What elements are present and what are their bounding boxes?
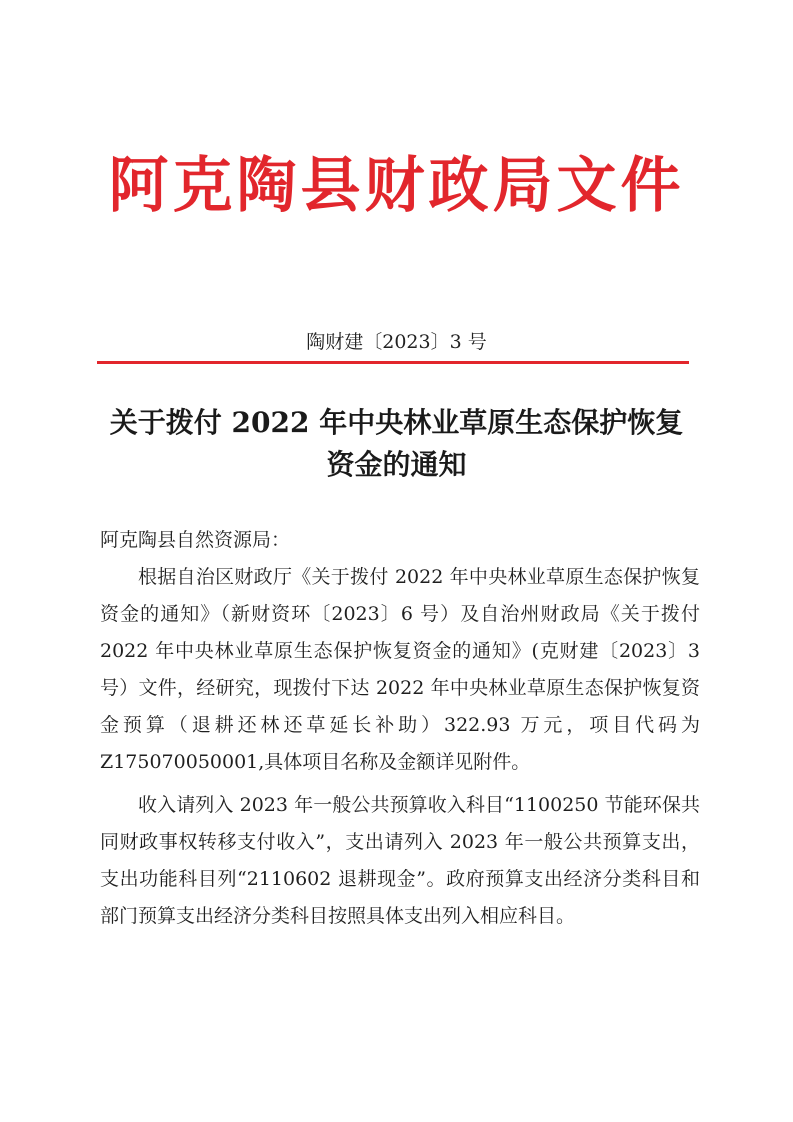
masthead-title: 阿克陶县财政局文件	[108, 151, 685, 221]
document-number: 陶财建〔2023〕3 号	[306, 331, 487, 353]
document-title-line-2: 资金的通知	[326, 448, 467, 481]
salutation: 阿克陶县自然资源局：	[100, 529, 291, 551]
document-body	[100, 522, 700, 935]
body-paragraph: 收入请列入 2023 年一般公共预算收入科目“1100250 节能环保共同财政事权转移支付收入”，支出请列入 2023 年一般公共预算支出，支出功能科目列“2110602 退耕现金”。政府预算支出经济分类科目和部门预算支出经济分类科目按照具体支出列入相应科目。	[100, 794, 700, 927]
document-title-line-1: 关于拨付 2022 年中央林业草原生态保护恢复	[109, 406, 684, 439]
document-title	[90, 402, 703, 486]
body-paragraph: 根据自治区财政厅《关于拨付 2022 年中央林业草原生态保护恢复资金的通知》（新财资环〔2023〕6 号）及自治州财政局《关于拨付 2022 年中央林业草原生态保护恢复资金的通知》(克财建〔2023〕3 号）文件，经研究，现拨付下达 2022 年中央林业草原生态保护恢复资金预算（退耕还林还草延长补助）322.93 万元，项目代码为 Z175070050001,具体项目名称及金额详见附件。	[100, 566, 700, 773]
red-divider-line	[97, 361, 689, 364]
